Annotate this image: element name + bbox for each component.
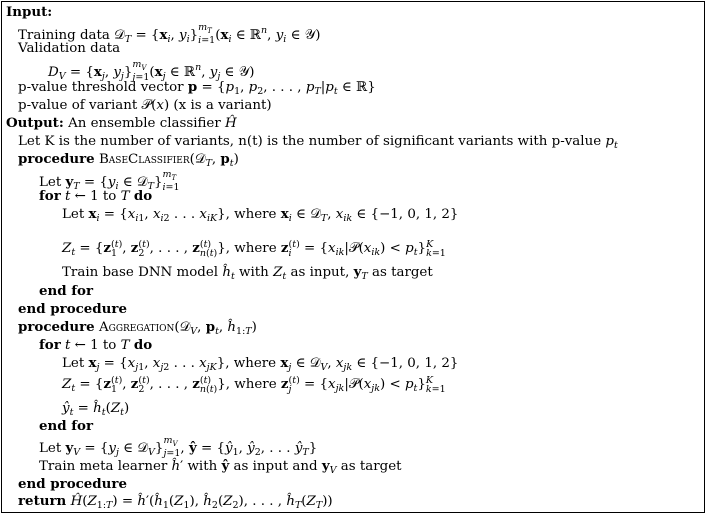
for-loop-agg: for t ← 1 to T do xyxy=(39,337,153,353)
zt-agg-line: $Z_t = \{z$ (t) 1 , z (t) 2 , . . . , z (t) n(t) }, where z (t) j = $\{x_{jk}|𝒫(x_{jk}) < p_t\}$ K k=1 xyxy=(62,375,446,395)
train-meta-line: Train meta learner ĥ′ with ŷ as input and $y_V$ as target xyxy=(39,458,402,476)
return-line: return $Ĥ(Z_{1:T})$ = $ĥ'(ĥ_1(Z_1)$, $ĥ_2(Z_2)$, . . . , $ĥ_T(Z_T)$) xyxy=(18,493,333,511)
algorithm-box xyxy=(1,1,705,513)
agg-procedure-header: procedure Aggregation(𝒟$_V$, $p_t$, $ĥ_{1:T}$) xyxy=(18,319,257,337)
training-data-line: Training data 𝒟$_T$ = {$x_i$, $y_i$} $m_T$ i=1 ($x_i$ ∈ ℝ$^n$, $y_i$ ∈ 𝒴) xyxy=(18,22,321,46)
end-for-agg: end for xyxy=(39,418,94,434)
validation-set-formula: $D_V = \{x_j$, $y_j$} $m_V$ j=1 ($x_j$ ∈ ℝ$^n$, $y_j$ ∈ 𝒴) xyxy=(48,59,255,83)
let-yt-line: Let $y_T = \{y_i$ ∈ 𝒟$_T$} $m_T$ i=1 xyxy=(39,169,180,193)
zt-base-line: $Z_t = \{z$ (t) 1 , z (t) 2 , . . . , z (t) n(t) }, where z (t) i = $\{x_{ik}|𝒫(x_{ik}) < p_t\}$ K k=1 xyxy=(62,239,446,259)
end-procedure-agg: end procedure xyxy=(18,476,127,492)
base-procedure-header: procedure BaseClassifier(𝒟$_T$, $p_t$) xyxy=(18,151,239,169)
let-xj-line: Let $x_j = \{x_{j1}$, $x_{j2}$ . . . $x_{jK}$}, where $x_j$ ∈ 𝒟$_V$, $x_{jk}$ ∈ {−1, 0, 1, 2} xyxy=(62,355,459,373)
yhat-line: $ŷ_t$ = $ĥ_t(Z_t)$ xyxy=(62,401,130,418)
output-line: Output: An ensemble classifier Ĥ xyxy=(6,115,237,131)
validation-data-label: Validation data xyxy=(18,41,121,56)
let-xi-line: Let $x_i = \{x_{i1}$, $x_{i2}$ . . . $x_{iK}$}, where $x_i$ ∈ 𝒟$_T$, $x_{ik}$ ∈ {−1, 0, 1, 2} xyxy=(62,206,459,224)
pvalue-threshold-line: p-value threshold vector $p = \{p_1$, $p_2$, . . . , $p_T|p_t$ ∈ ℝ} xyxy=(18,79,376,97)
let-yv-line: Let $y_V = \{y_j$ ∈ 𝒟$_V$} $m_V$ j=1 , ŷ = {$ŷ_1$, $ŷ_2$, . . . $ŷ_T$} xyxy=(39,435,318,459)
input-label: Input: xyxy=(6,4,53,20)
pvalue-variant-line: p-value of variant 𝒫(x) (x is a variant) xyxy=(18,98,272,113)
let-k-line: Let K is the number of variants, n(t) is the number of significant variants with p-value $p_t$ xyxy=(18,134,618,151)
end-procedure-base: end procedure xyxy=(18,301,127,317)
for-loop-base: for t ← 1 to T do xyxy=(39,188,153,204)
end-for-base: end for xyxy=(39,283,94,299)
train-base-line: Train base DNN model $ĥ_t$ with $Z_t$ as input, $y_T$ as target xyxy=(62,264,433,282)
